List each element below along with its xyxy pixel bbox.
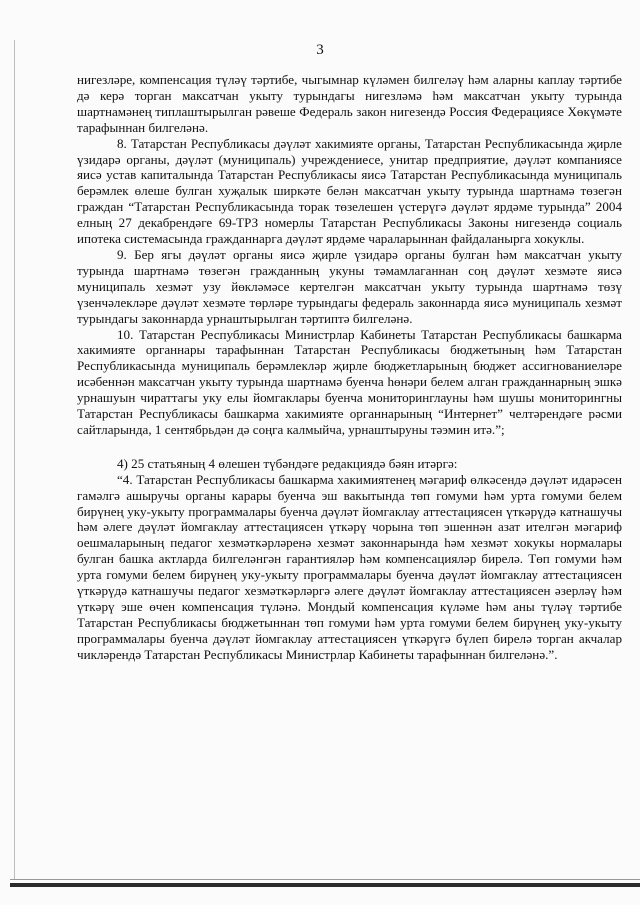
paragraph-amendment-4: 4) 25 статьяның 4 өлешен түбәндәге редакциядә бәян итәргә:: [117, 455, 458, 471]
paragraph-item-9: 9. Бер ягы дәүләт органы яисә җирле үзидарә органы булган һәм максатчан укыту турында шартнамә төзегән гражданның укуны тәмамлаганнан соң дәүләт хезмәте яисә муниципаль хезмәт узу йөкләмәсе кертелгән максатчан укыту турында шартнамә төзү үзенчәлекләре дәүләт хезмәте төрләре турындагы федераль законнарда яисә муниципаль хезмәт турындагы законнарда урнаштырылган тәртиптә билгеләнә.: [77, 246, 622, 326]
page-number: 3: [316, 42, 324, 58]
paragraph-continuation: нигезләре, компенсация түләү тәртибе, чыгымнар күләмен билгеләү һәм аларны каплау тәртибе дә керә торган максатчан укыту турындагы нигезләмә һәм максатчан укыту турында шартнамәнең типлаштырылган рәвеше Федераль закон нигезендә Россия Федерациясе Хөкүмәте тарафыннан билгеләнә.: [77, 72, 622, 135]
scan-edge-bottom: [10, 883, 640, 887]
paragraph-item-10: 10. Татарстан Республикасы Министрлар Кабинеты Татарстан Республикасы башкарма хакимияте органнары тарафыннан Татарстан Республикасы бюджетының һәм Татарстан Республикасында муниципаль берәмлекләр җирле бюджетларының бюджет ассигнованиеләре исәбеннән максатчан укыту турында шартнамә буенча һөнәри белем алган гражданнарның эшкә урнашуын чираттагы уку елы йомгаклары буенча мониторинглауны һәм шушы мониторингны Татарстан Республикасы башкарма хакимияте органнарының “Интернет” челтәрендәге рәсми сайтларында, 1 сентябрьдән дә соңга калмыйча, урнаштыруны тәэмин итә.”;: [77, 326, 622, 437]
document-body: [77, 72, 622, 663]
scan-edge-bottom-line: [10, 879, 640, 880]
scan-edge-left: [14, 40, 15, 880]
paragraph-article-25-part-4: “4. Татарстан Республикасы башкарма хакимиятенең мәгариф өлкәсендә дәүләт идарәсен гамәлгә ашыручы органы карары буенча эш вакытында төп гомуми һәм урта гомуми белем бирүнең уку-укыту программалары буенча дәүләт йомгаклау аттестациясен үткәрүдә катнашучы һәм әлеге дәүләт йомгаклау аттестациясен үткәрү чорына төп эшеннән азат ителгән мәгариф оешмаларының педагог хезмәткәрләренә хезмәт законнарында һәм хезмәт хокукы нормалары булган башка актларда билгеләнгән гарантияләр һәм компенсацияләр бирелә. Төп гомуми һәм урта гомуми белем бирүнең уку-укыту программалары буенча дәүләт йомгаклау аттестациясен үткәрүдә катнашучы педагог хезмәткәрләргә әлеге дәүләт йомгаклау аттестациясен әзерләү һәм үткәрү эше өчен компенсация түләнә. Мондый компенсация күләме һәм аны түләү тәртибе Татарстан Республикасы бюджетыннан төп гомуми һәм урта гомуми белем бирүнең уку-укыту программалары буенча дәүләт йомгаклау аттестациясен үткәрүгә бүлеп бирелә торган акчалар чикләрендә Татарстан Республикасы Министрлар Кабинеты тарафыннан билгеләнә.”.: [77, 471, 622, 662]
paragraph-item-8: 8. Татарстан Республикасы дәүләт хакимияте органы, Татарстан Республикасында җирле үзидарә органы, дәүләт (муниципаль) учреждениесе, унитар предприятие, дәүләт компаниясе яисә устав капиталында Татарстан Республикасы яисә Татарстан Республикасында муниципаль берәмлек өлеше булган хуҗалык ширкәте белән максатчан укыту турында шартнамә төзегән граждан “Татарстан Республикасында торак төзелешен үстерүгә дәүләт ярдәме турында” 2004 елның 27 декабрендәге 69-ТРЗ номерлы Татарстан Республикасы Законы нигезендә социаль ипотека системасында гражданнарга дәүләт ярдәме чараларыннан файдаланырга хокуклы.: [77, 135, 622, 247]
